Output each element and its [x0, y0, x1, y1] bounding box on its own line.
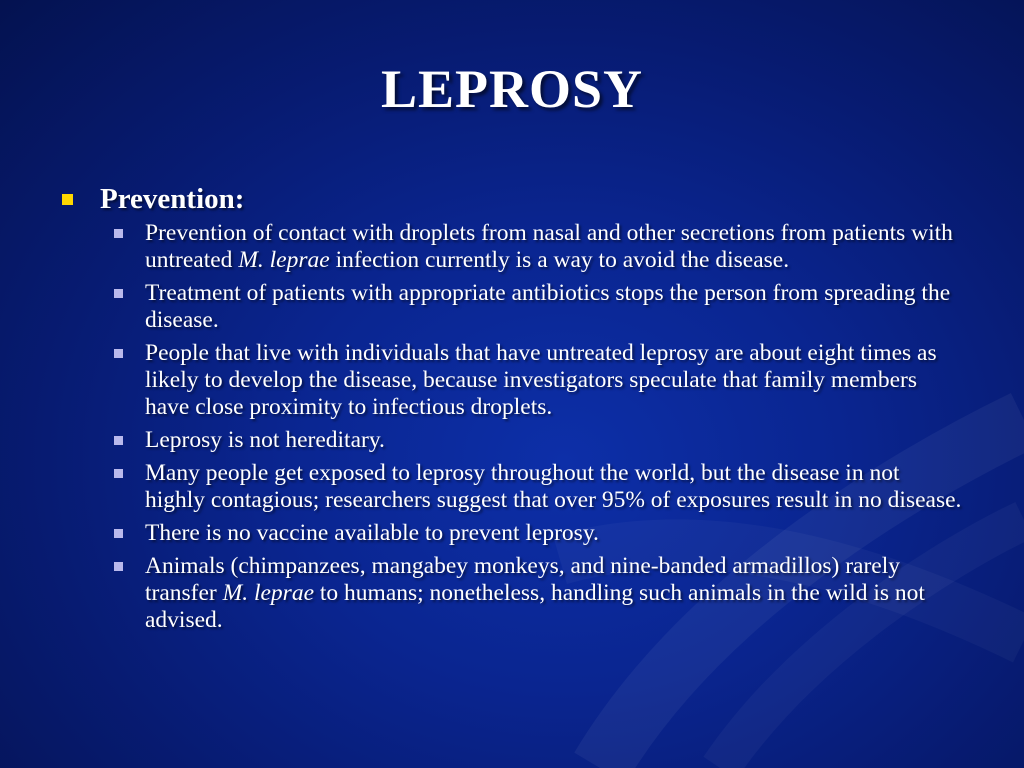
list-item-text: Prevention of contact with droplets from nasal and other secretions from patients with untreated M. leprae infection currently is a way to avoid the disease.: [145, 220, 953, 273]
list-item-text: Treatment of patients with appropriate antibiotics stops the person from spreading the disease.: [145, 280, 951, 333]
list-item: [114, 460, 982, 514]
list-item: [114, 553, 982, 634]
square-bullet-icon: [114, 529, 123, 538]
square-bullet-icon: [114, 436, 123, 445]
list-item-text: There is no vaccine available to prevent leprosy.: [145, 520, 599, 546]
square-bullet-icon: [114, 229, 123, 238]
section-heading: Prevention:: [100, 183, 245, 215]
list-item: [114, 427, 982, 454]
square-bullet-icon: [114, 469, 123, 478]
square-bullet-icon: [114, 562, 123, 571]
square-bullet-icon: [114, 289, 123, 298]
slide-title: LEPROSY: [380, 59, 644, 119]
list-item: [114, 280, 982, 334]
section-heading-row: [62, 182, 982, 216]
list-item-text: Leprosy is not hereditary.: [145, 427, 385, 453]
square-bullet-icon: [114, 349, 123, 358]
list-item: [114, 520, 982, 547]
slide-content: [62, 182, 982, 640]
bullet-list: [62, 220, 982, 634]
list-item-text: Many people get exposed to leprosy throughout the world, but the disease in not highly contagious; researchers suggest that over 95% of exposures result in no disease.: [145, 460, 962, 513]
list-item: [114, 340, 982, 421]
list-item-text: Animals (chimpanzees, mangabey monkeys, and nine-banded armadillos) rarely transfer M. leprae to humans; nonetheless, handling such animals in the wild is not advised.: [145, 553, 925, 633]
list-item: [114, 220, 982, 274]
list-item-text: People that live with individuals that have untreated leprosy are about eight times as likely to develop the disease, because investigators speculate that family members have close proximity to infectious droplets.: [145, 340, 937, 420]
square-bullet-icon: [62, 194, 73, 205]
